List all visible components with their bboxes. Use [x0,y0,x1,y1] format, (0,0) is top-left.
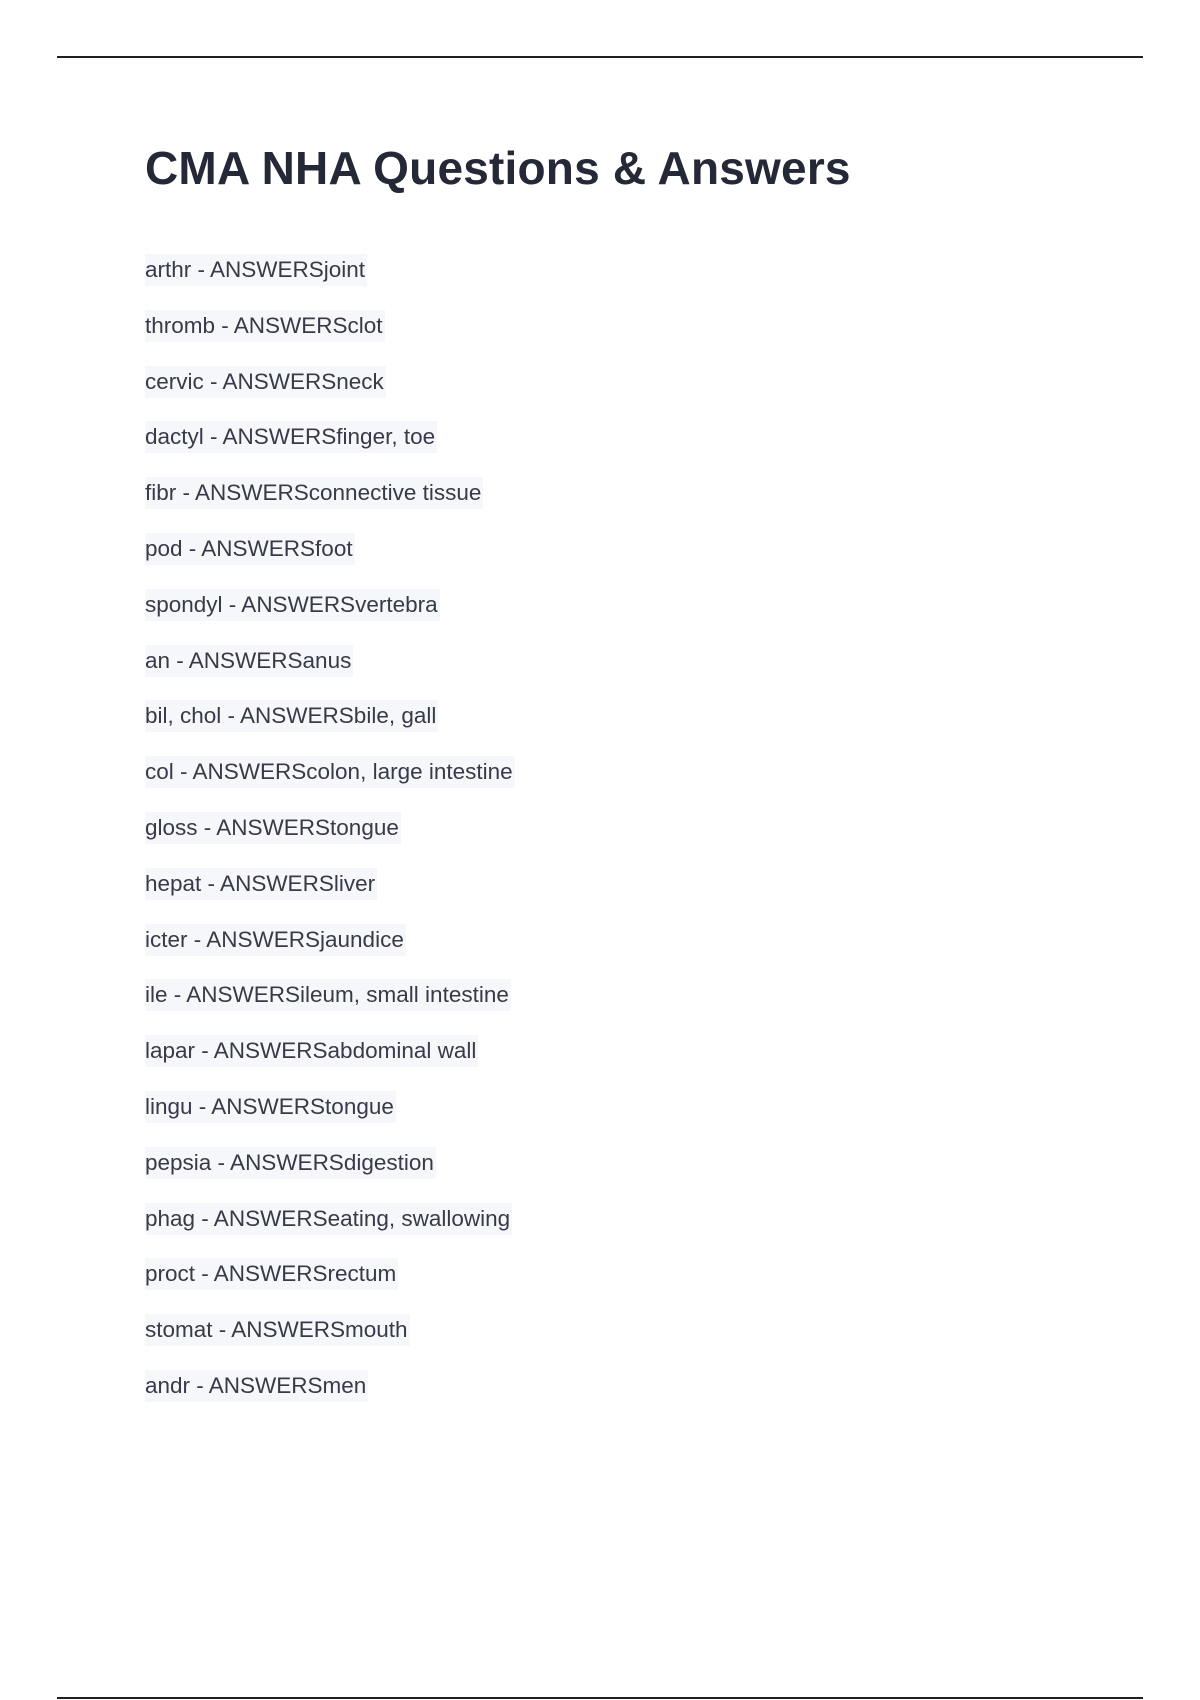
bottom-divider [57,1697,1143,1699]
qa-text: stomat - ANSWERSmouth [145,1314,410,1346]
list-item [145,533,515,589]
qa-text: gloss - ANSWERStongue [145,812,401,844]
qa-text: andr - ANSWERSmen [145,1370,368,1402]
list-item [145,1314,515,1370]
list-item [145,979,515,1035]
list-item [145,812,515,868]
list-item [145,589,515,645]
qa-text: col - ANSWERScolon, large intestine [145,756,515,788]
list-item [145,924,515,980]
list-item [145,645,515,701]
qa-text: arthr - ANSWERSjoint [145,254,367,286]
qa-list [145,254,515,1426]
list-item [145,868,515,924]
list-item [145,1203,515,1259]
page-title: CMA NHA Questions & Answers [145,142,851,194]
list-item [145,310,515,366]
qa-text: proct - ANSWERSrectum [145,1258,398,1290]
list-item [145,1258,515,1314]
list-item [145,700,515,756]
qa-text: bil, chol - ANSWERSbile, gall [145,700,438,732]
qa-text: cervic - ANSWERSneck [145,366,386,398]
qa-text: fibr - ANSWERSconnective tissue [145,477,483,509]
qa-text: pepsia - ANSWERSdigestion [145,1147,436,1179]
list-item [145,756,515,812]
qa-text: hepat - ANSWERSliver [145,868,377,900]
qa-text: an - ANSWERSanus [145,645,353,677]
list-item [145,421,515,477]
qa-text: thromb - ANSWERSclot [145,310,385,342]
qa-text: icter - ANSWERSjaundice [145,924,406,956]
list-item [145,1091,515,1147]
qa-text: ile - ANSWERSileum, small intestine [145,979,511,1011]
list-item [145,254,515,310]
qa-text: lapar - ANSWERSabdominal wall [145,1035,478,1067]
top-divider [57,56,1143,58]
list-item [145,366,515,422]
list-item [145,1035,515,1091]
list-item [145,477,515,533]
qa-text: lingu - ANSWERStongue [145,1091,396,1123]
qa-text: phag - ANSWERSeating, swallowing [145,1203,512,1235]
list-item [145,1147,515,1203]
qa-text: spondyl - ANSWERSvertebra [145,589,440,621]
list-item [145,1370,515,1426]
qa-text: dactyl - ANSWERSfinger, toe [145,421,437,453]
qa-text: pod - ANSWERSfoot [145,533,355,565]
